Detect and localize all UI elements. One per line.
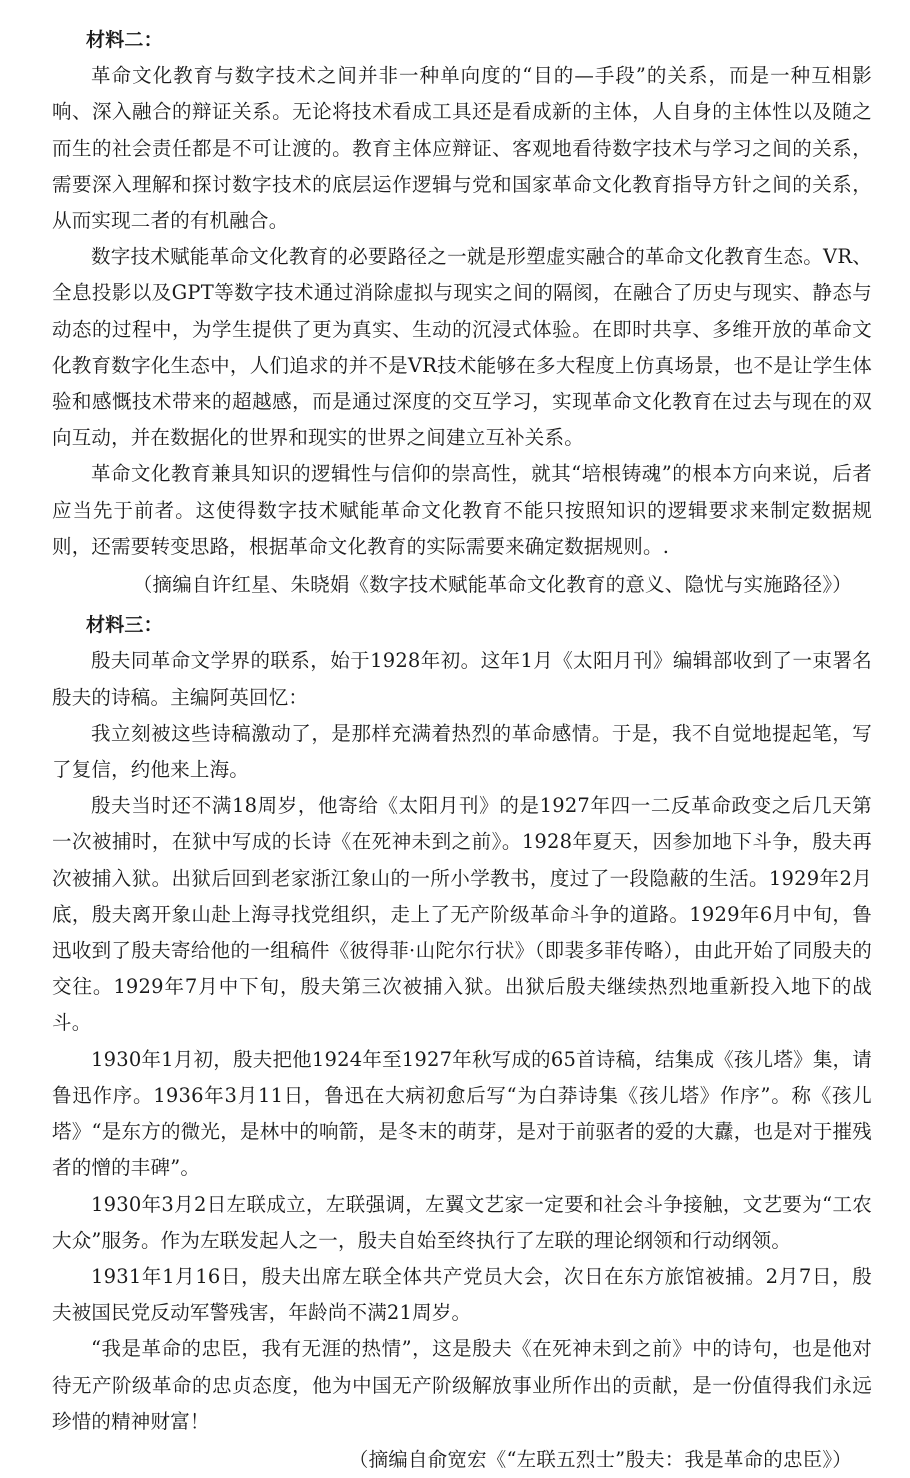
paragraph: 1931年1月16日，殷夫出席左联全体共产党员大会，次日在东方旅馆被捕。2月7日，殷夫被国民党反动军警残害，年龄尚不满21周岁。 <box>52 1264 872 1325</box>
paragraph: 殷夫同革命文学界的联系，始于1928年初。这年1月《太阳月刊》编辑部收到了一束署名殷夫的诗稿。主编阿英回忆： <box>52 649 872 709</box>
section-title-material-3: 材料三： <box>86 614 163 637</box>
paragraph: 革命文化教育与数字技术之间并非一种单向度的“目的—手段”的关系，而是一种互相影响、深入融合的辩证关系。无论将技术看成工具还是看成新的主体，人自身的主体性以及随之而生的社会责任都是不可让渡的。教育主体应辩证、客观地看待数字技术与学习之间的关系，需要深入理解和探讨数字技术的底层运作逻辑与党和国家革命文化教育指导方针之间的关系，从而实现二者的有机融合。 <box>52 64 872 233</box>
section-title-material-2: 材料二： <box>86 29 163 51</box>
paragraph: 1930年3月2日左联成立，左联强调，左翼文艺家一定要和社会斗争接触，文艺要为“工农大众”服务。作为左联发起人之一，殷夫自始至终执行了左联的理论纲领和行动纲领。 <box>52 1192 872 1252</box>
source-citation: （摘编自俞宽宏《“左联五烈士”殷夫：我是革命的忠臣》） <box>348 1447 852 1471</box>
paragraph: 殷夫当时还不满18周岁，他寄给《太阳月刊》的是1927年四一二反革命政变之后几天第一次被捕时，在狱中写成的长诗《在死神未到之前》。1928年夏天，因参加地下斗争，殷夫再次被捕入狱。出狱后回到老家浙江象山的一所小学教书，度过了一段隐蔽的生活。1929年2月底，殷夫离开象山赴上海寻找党组织，走上了无产阶级革命斗争的道路。1929年6月中旬，鲁迅收到了殷夫寄给他的一组稿件《彼得菲·山陀尔行状》（即裴多菲传略），由此开始了同殷夫的交往。1929年7月中下旬，殷夫第三次被捕入狱。出狱后殷夫继续热烈地重新投入地下的战斗。 <box>52 794 872 1035</box>
source-citation: （摘编自许红星、朱晓娟《数字技术赋能革命文化教育的意义、隐忧与实施路径》） <box>132 573 852 597</box>
paragraph: 数字技术赋能革命文化教育的必要路径之一就是形塑虚实融合的革命文化教育生态。VR、全息投影以及GPT等数字技术通过消除虚拟与现实之间的隔阂，在融合了历史与现实、静态与动态的过程中，为学生提供了更为真实、生动的沉浸式体验。在即时共享、多维开放的革命文化教育数字化生态中，人们追求的并不是VR技术能够在多大程度上仿真场景，也不是让学生体验和感慨技术带来的超越感，而是通过深度的交互学习，实现革命文化教育在过去与现在的双向互动，并在数据化的世界和现实的世界之间建立互补关系。 <box>52 245 872 450</box>
paragraph: “我是革命的忠臣，我有无涯的热情”，这是殷夫《在死神未到之前》中的诗句，也是他对待无产阶级革命的忠贞态度，他为中国无产阶级解放事业所作出的贡献，是一份值得我们永远珍惜的精神财富！ <box>52 1337 872 1433</box>
paragraph: 革命文化教育兼具知识的逻辑性与信仰的崇高性，就其“培根铸魂”的根本方向来说，后者应当先于前者。这使得数字技术赋能革命文化教育不能只按照知识的逻辑要求来制定数据规则，还需要转变思路，根据革命文化教育的实际需要来确定数据规则。. <box>52 462 872 558</box>
quoted-paragraph: 我立刻被这些诗稿激动了，是那样充满着热烈的革命感情。于是，我不自觉地提起笔，写了复信，约他来上海。 <box>52 721 872 782</box>
paragraph: 1930年1月初，殷夫把他1924年至1927年秋写成的65首诗稿，结集成《孩儿塔》集，请鲁迅作序。1936年3月11日，鲁迅在大病初愈后写“为白莽诗集《孩儿塔》作序”。称《孩儿塔》“是东方的微光，是林中的响箭，是冬末的萌芽，是对于前驱者的爱的大纛，也是对于摧残者的憎的丰碑”。 <box>52 1047 872 1180</box>
